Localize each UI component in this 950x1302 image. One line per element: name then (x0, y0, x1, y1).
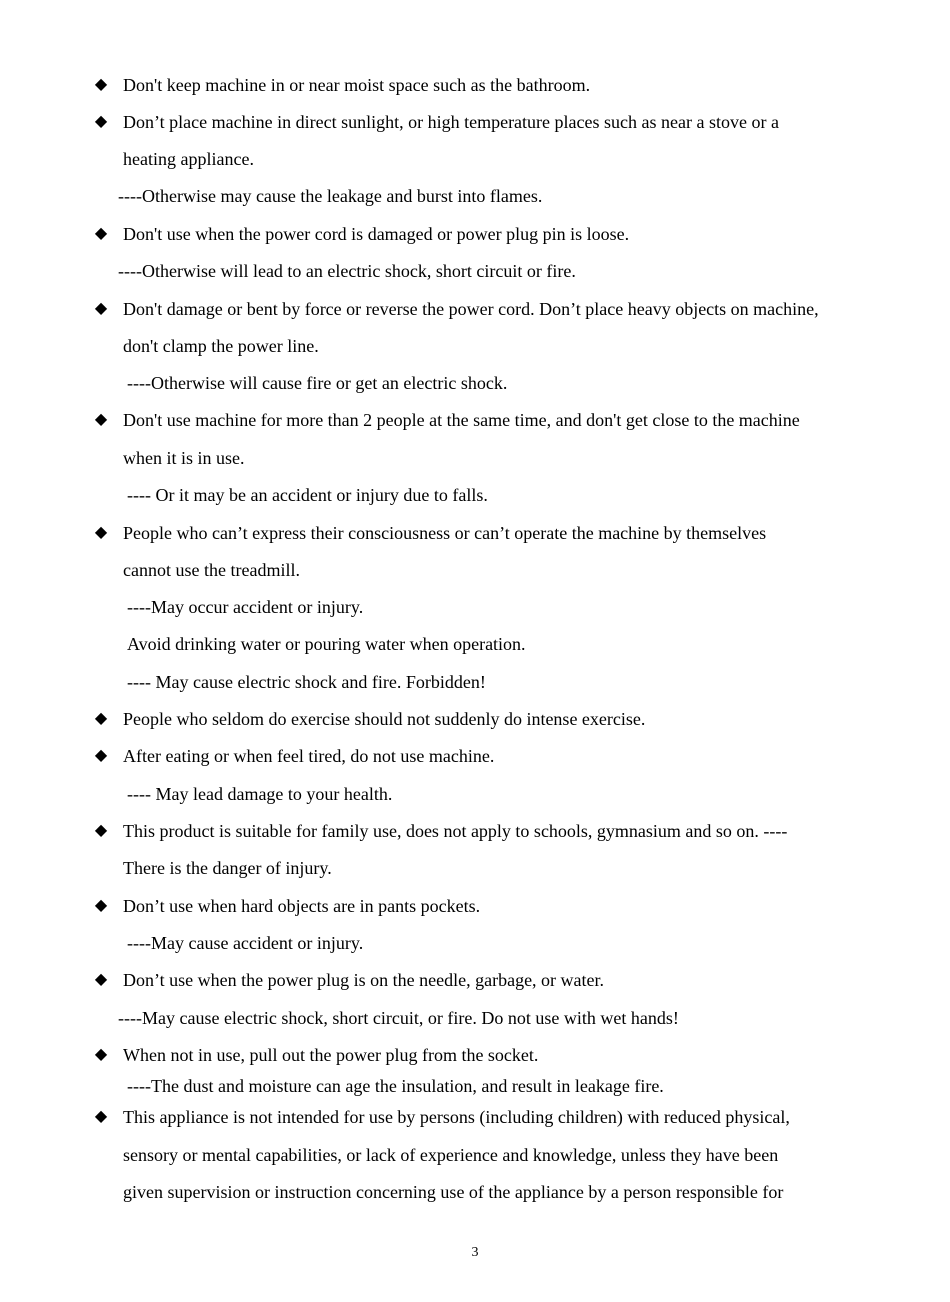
line-text: ---- May lead damage to your health. (127, 784, 393, 804)
bullet-icon: ◆ (94, 1108, 108, 1125)
line-text: This product is suitable for family use, does not apply to schools, gymnasium and so on. ---- (123, 821, 788, 841)
line-text: This appliance is not intended for use by persons (including children) with reduced physical, (123, 1107, 790, 1127)
line-text: There is the danger of injury. (123, 858, 332, 878)
line-text: cannot use the treadmill. (123, 560, 300, 580)
bullet-icon: ◆ (94, 524, 108, 541)
bullet-icon: ◆ (94, 411, 108, 428)
line-text: Don’t use when the power plug is on the needle, garbage, or water. (123, 970, 605, 990)
bullet-icon: ◆ (94, 113, 108, 130)
line-text: ----May cause accident or injury. (127, 933, 364, 953)
bullet-icon: ◆ (94, 225, 108, 242)
line-text: heating appliance. (123, 149, 254, 169)
line-text: ----May cause electric shock, short circuit, or fire. Do not use with wet hands! (118, 1008, 679, 1028)
bullet-icon: ◆ (94, 747, 108, 764)
line-text: Don’t use when hard objects are in pants pockets. (123, 896, 481, 916)
line-text: sensory or mental capabilities, or lack of experience and knowledge, unless they have been (123, 1145, 779, 1165)
line-text: ----The dust and moisture can age the insulation, and result in leakage fire. (127, 1076, 664, 1096)
line-text: People who seldom do exercise should not suddenly do intense exercise. (123, 709, 646, 729)
bullet-icon: ◆ (94, 971, 108, 988)
bullet-icon: ◆ (94, 822, 108, 839)
line-text: Don't use when the power cord is damaged or power plug pin is loose. (123, 224, 630, 244)
line-text: ---- Or it may be an accident or injury due to falls. (127, 485, 488, 505)
bullet-icon: ◆ (94, 300, 108, 317)
line-text: Don't keep machine in or near moist space such as the bathroom. (123, 75, 591, 95)
line-text: Don’t place machine in direct sunlight, or high temperature places such as near a stove or a (123, 112, 779, 132)
line-text: After eating or when feel tired, do not use machine. (123, 746, 495, 766)
line-text: ----May occur accident or injury. (127, 597, 364, 617)
line-text: Don't use machine for more than 2 people at the same time, and don't get close to the machine (123, 410, 800, 430)
bullet-icon: ◆ (94, 76, 108, 93)
line-text: ----Otherwise will cause fire or get an electric shock. (127, 373, 508, 393)
line-text: ---- May cause electric shock and fire. Forbidden! (127, 672, 486, 692)
line-text: When not in use, pull out the power plug from the socket. (123, 1045, 539, 1065)
bullet-icon: ◆ (94, 1046, 108, 1063)
bullet-icon: ◆ (94, 710, 108, 727)
line-text: ----Otherwise will lead to an electric shock, short circuit or fire. (118, 261, 576, 281)
line-text: given supervision or instruction concerning use of the appliance by a person responsible for (123, 1182, 784, 1202)
line-text: Avoid drinking water or pouring water when operation. (127, 634, 526, 654)
line-text: Don't damage or bent by force or reverse the power cord. Don’t place heavy objects on machine, (123, 299, 819, 319)
line-text: when it is in use. (123, 448, 245, 468)
line-text: ----Otherwise may cause the leakage and burst into flames. (118, 186, 543, 206)
line-text: People who can’t express their consciousness or can’t operate the machine by themselves (123, 523, 767, 543)
line-text: don't clamp the power line. (123, 336, 319, 356)
page-number: 3 (471, 1245, 479, 1260)
bullet-icon: ◆ (94, 897, 108, 914)
